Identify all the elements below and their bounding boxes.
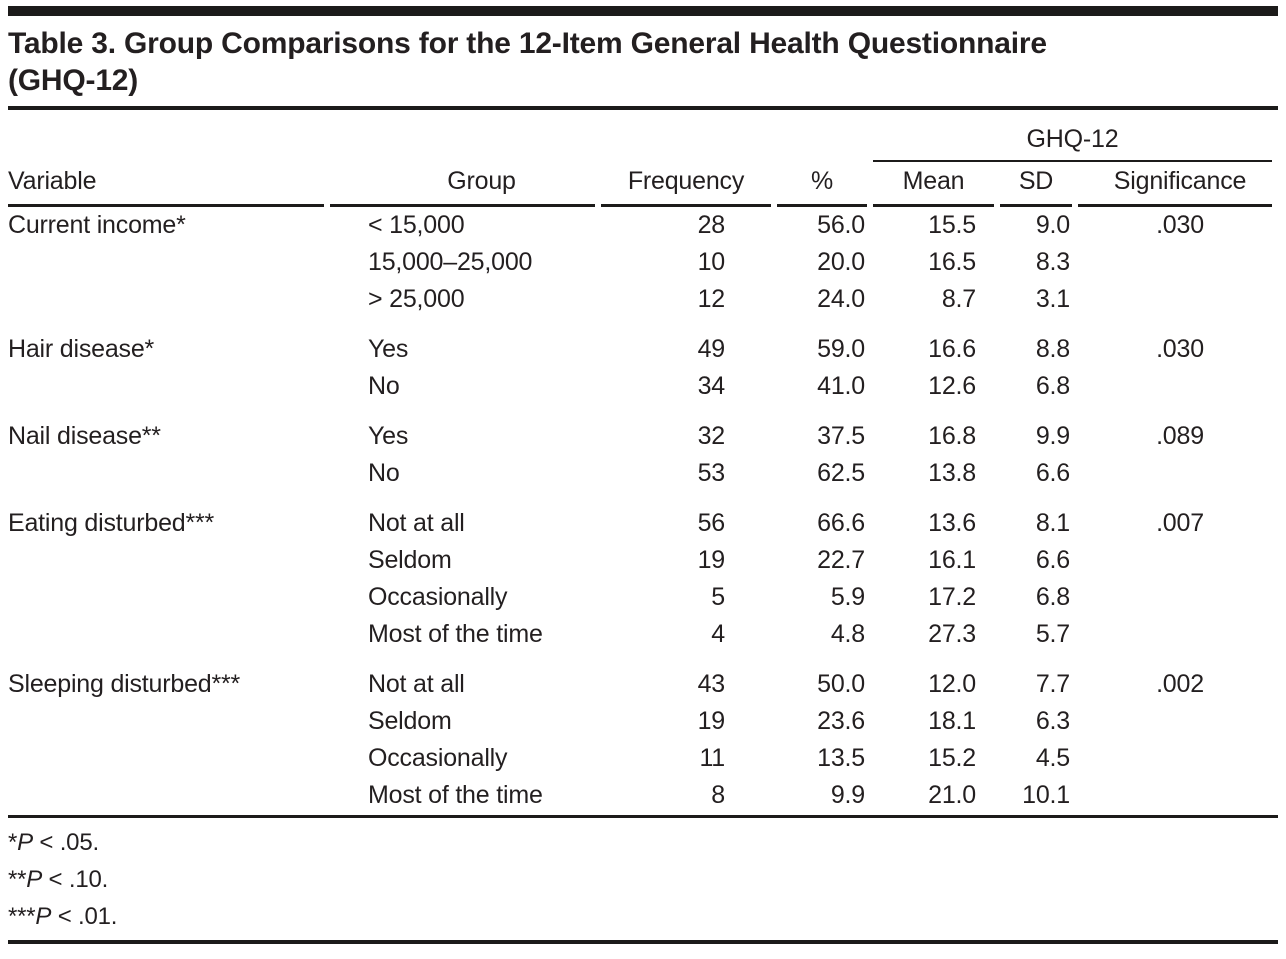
cell-variable	[8, 281, 324, 318]
cell-percent: 50.0	[817, 670, 865, 698]
cell-mean: 13.8	[928, 459, 976, 487]
cell-frequency: 34	[697, 372, 725, 400]
cell-percent: 22.7	[817, 546, 865, 574]
cell-group: Seldom	[368, 707, 452, 735]
cell-sd: 7.7	[1035, 670, 1070, 698]
footnote-stars: ***	[8, 903, 36, 930]
table-row	[8, 207, 1272, 244]
table-row	[8, 740, 1272, 777]
cell-frequency: 32	[697, 422, 725, 450]
cell-variable: Nail disease**	[8, 422, 161, 450]
ghq-comparison-table	[2, 110, 1278, 814]
cell-percent: 20.0	[817, 248, 865, 276]
cell-significance	[1078, 777, 1272, 814]
cell-variable: Current income*	[8, 211, 186, 239]
cell-frequency: 11	[699, 744, 725, 772]
cell-sd: 6.6	[1035, 459, 1070, 487]
cell-mean: 15.2	[928, 744, 976, 772]
cell-frequency: 12	[697, 285, 725, 313]
cell-group: Yes	[368, 335, 409, 363]
table-row	[8, 653, 1272, 703]
cell-group: No	[368, 372, 400, 400]
cell-sd: 8.1	[1035, 509, 1070, 537]
cell-sd: 10.1	[1022, 781, 1070, 809]
col-header-variable: Variable	[8, 162, 324, 207]
cell-group: Not at all	[368, 670, 465, 698]
cell-percent: 66.6	[817, 509, 865, 537]
cell-mean: 12.0	[928, 670, 976, 698]
cell-mean: 18.1	[928, 707, 976, 735]
top-heavy-rule	[8, 6, 1278, 16]
table-row	[8, 281, 1272, 318]
cell-frequency: 43	[697, 670, 725, 698]
table-title	[8, 25, 1278, 99]
table-row	[8, 703, 1272, 740]
footnote-p-symbol: P	[26, 866, 43, 893]
cell-sd: 4.5	[1035, 744, 1070, 772]
col-header-significance: Significance	[1078, 162, 1272, 207]
cell-variable	[8, 703, 324, 740]
cell-frequency: 19	[697, 707, 725, 735]
cell-mean: 17.2	[928, 583, 976, 611]
footnote-rule	[8, 815, 1278, 818]
table-row	[8, 244, 1272, 281]
cell-variable	[8, 579, 324, 616]
footnote-p10	[8, 861, 1278, 898]
cell-percent: 59.0	[817, 335, 865, 363]
col-header-frequency: Frequency	[601, 162, 771, 207]
cell-frequency: 4	[711, 620, 725, 648]
cell-mean: 27.3	[928, 620, 976, 648]
cell-significance: .007	[1156, 509, 1204, 537]
cell-mean: 15.5	[928, 211, 976, 239]
table-title-line1: Table 3. Group Comparisons for the 12-Item General Health Questionnaire	[8, 27, 1047, 60]
cell-sd: 6.3	[1035, 707, 1070, 735]
spanner-spacer	[8, 110, 867, 162]
cell-group: Most of the time	[368, 620, 543, 648]
cell-group: > 25,000	[368, 285, 465, 313]
cell-variable	[8, 542, 324, 579]
cell-significance	[1078, 740, 1272, 777]
footnote-p01	[8, 898, 1278, 935]
cell-significance: .030	[1156, 335, 1204, 363]
cell-percent: 4.8	[830, 620, 865, 648]
ghq12-spanner-label: GHQ-12	[873, 110, 1272, 162]
footnote-stars: *	[8, 829, 18, 856]
cell-mean: 16.5	[928, 248, 976, 276]
table-row	[8, 579, 1272, 616]
cell-significance: .089	[1156, 422, 1204, 450]
footnote-condition: < .01.	[51, 903, 118, 930]
cell-frequency: 49	[697, 335, 725, 363]
table-row	[8, 455, 1272, 492]
table-row	[8, 616, 1272, 653]
cell-frequency: 8	[711, 781, 725, 809]
cell-percent: 24.0	[817, 285, 865, 313]
cell-group: Not at all	[368, 509, 465, 537]
cell-frequency: 5	[711, 583, 725, 611]
footnote-p05	[8, 824, 1278, 861]
cell-group: Occasionally	[368, 744, 508, 772]
cell-variable	[8, 455, 324, 492]
cell-mean: 13.6	[928, 509, 976, 537]
cell-sd: 6.6	[1035, 546, 1070, 574]
cell-significance	[1078, 579, 1272, 616]
cell-mean: 8.7	[941, 285, 976, 313]
cell-group: Occasionally	[368, 583, 508, 611]
cell-sd: 6.8	[1035, 583, 1070, 611]
cell-percent: 9.9	[830, 781, 865, 809]
cell-percent: 37.5	[817, 422, 865, 450]
col-header-mean: Mean	[873, 162, 994, 207]
spanner-row	[8, 110, 1272, 162]
cell-percent: 62.5	[817, 459, 865, 487]
table-row	[8, 777, 1272, 814]
table-row	[8, 405, 1272, 455]
cell-group: < 15,000	[368, 211, 465, 239]
cell-sd: 6.8	[1035, 372, 1070, 400]
cell-variable: Hair disease*	[8, 335, 155, 363]
cell-percent: 5.9	[830, 583, 865, 611]
cell-sd: 8.3	[1035, 248, 1070, 276]
cell-significance: .002	[1156, 670, 1204, 698]
cell-sd: 9.9	[1035, 422, 1070, 450]
cell-mean: 12.6	[928, 372, 976, 400]
table-figure	[0, 6, 1286, 944]
cell-variable	[8, 616, 324, 653]
cell-frequency: 56	[697, 509, 725, 537]
footnote-condition: < .10.	[42, 866, 109, 893]
cell-significance	[1078, 616, 1272, 653]
cell-sd: 5.7	[1035, 620, 1070, 648]
cell-group: No	[368, 459, 400, 487]
cell-variable: Sleeping disturbed***	[8, 670, 241, 698]
cell-variable: Eating disturbed***	[8, 509, 215, 537]
cell-percent: 23.6	[817, 707, 865, 735]
cell-variable	[8, 740, 324, 777]
col-header-group: Group	[330, 162, 595, 207]
footnote-condition: < .05.	[32, 829, 99, 856]
footnote-stars: **	[8, 866, 27, 893]
col-header-percent: %	[777, 162, 867, 207]
cell-frequency: 53	[697, 459, 725, 487]
cell-variable	[8, 368, 324, 405]
cell-frequency: 19	[697, 546, 725, 574]
cell-significance: .030	[1156, 211, 1204, 239]
cell-frequency: 28	[697, 211, 725, 239]
col-header-sd: SD	[1000, 162, 1072, 207]
footnote-p-symbol: P	[17, 829, 33, 856]
cell-mean: 16.6	[928, 335, 976, 363]
table-row	[8, 318, 1272, 368]
cell-sd: 8.8	[1035, 335, 1070, 363]
cell-mean: 21.0	[928, 781, 976, 809]
cell-variable	[8, 777, 324, 814]
bottom-rule	[8, 940, 1278, 944]
cell-percent: 56.0	[817, 211, 865, 239]
table-row	[8, 368, 1272, 405]
cell-mean: 16.8	[928, 422, 976, 450]
cell-sd: 9.0	[1035, 211, 1070, 239]
cell-significance	[1078, 368, 1272, 405]
cell-group: Yes	[368, 422, 409, 450]
table-title-line2: (GHQ-12)	[8, 64, 139, 97]
table-row	[8, 492, 1272, 542]
cell-group: Most of the time	[368, 781, 543, 809]
cell-mean: 16.1	[928, 546, 976, 574]
footnotes	[8, 824, 1278, 935]
header-row	[8, 162, 1272, 207]
cell-sd: 3.1	[1035, 285, 1070, 313]
cell-significance	[1078, 455, 1272, 492]
cell-significance	[1078, 542, 1272, 579]
cell-significance	[1078, 703, 1272, 740]
cell-group: 15,000–25,000	[368, 248, 533, 276]
cell-variable	[8, 244, 324, 281]
cell-group: Seldom	[368, 546, 452, 574]
cell-percent: 13.5	[817, 744, 865, 772]
cell-percent: 41.0	[817, 372, 865, 400]
table-row	[8, 542, 1272, 579]
cell-frequency: 10	[697, 248, 725, 276]
cell-significance	[1078, 281, 1272, 318]
footnote-p-symbol: P	[35, 903, 52, 930]
cell-significance	[1078, 244, 1272, 281]
